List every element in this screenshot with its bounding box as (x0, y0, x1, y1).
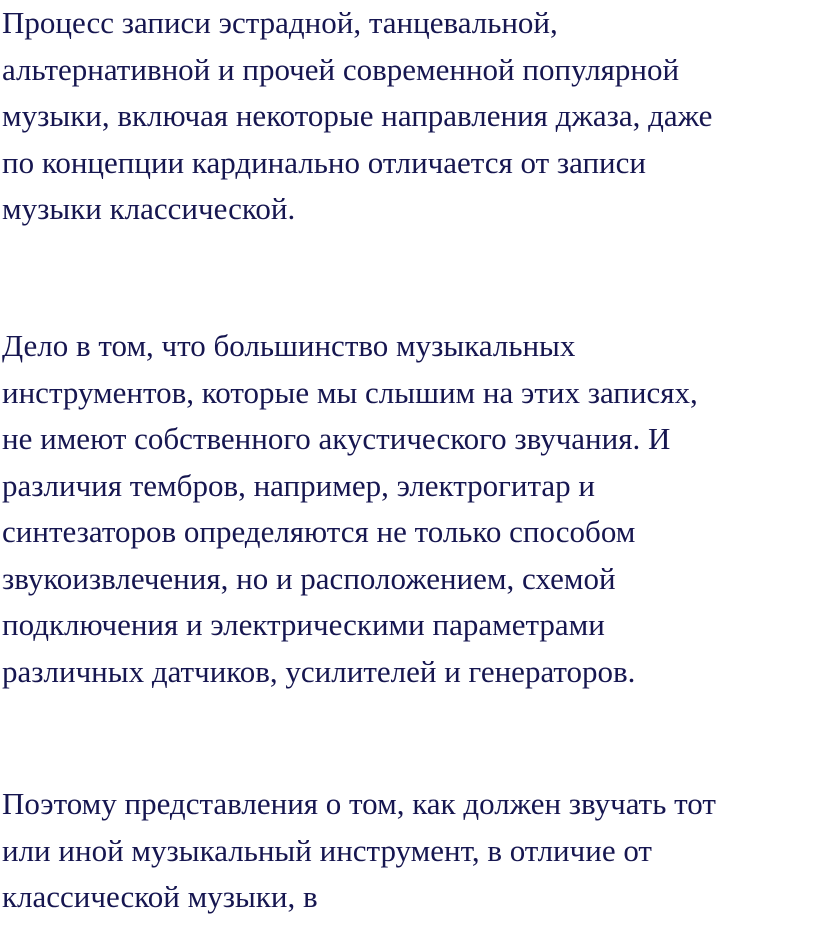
text-line: инструментов, которые мы слышим на этих записях, (2, 374, 698, 410)
text-line: Процесс записи эстрадной, танцевальной, (2, 5, 558, 40)
text-line: музыки, включая некоторые направления джаза, даже (2, 98, 713, 133)
paragraph-1 (2, 0, 712, 233)
text-line: Поэтому представления о том, как должен звучать тот (2, 786, 716, 821)
text-line: различных датчиков, усилителей и генераторов. (2, 653, 636, 689)
text-line: подключения и электрическими параметрами (2, 607, 605, 642)
text-line: по концепции кардинально отличается от записи (2, 144, 646, 180)
text-line: музыки классической. (2, 191, 296, 226)
paragraph-2 (2, 323, 698, 695)
text-line: синтезаторов определяются не только способом (2, 514, 636, 549)
text-line: альтернативной и прочей современной популярной (2, 51, 680, 87)
paragraph-3 (2, 781, 716, 921)
text-line: различия тембров, например, электрогитар и (2, 467, 595, 503)
text-line: звукоизвлечения, но и расположением, схемой (2, 560, 616, 596)
text-line: не имеют собственного акустического звучания. И (2, 421, 671, 456)
text-line: или иной музыкальный инструмент, в отличие от (2, 832, 652, 868)
text-line: классической музыки, в (2, 879, 318, 914)
text-line: Дело в том, что большинство музыкальных (2, 328, 576, 363)
